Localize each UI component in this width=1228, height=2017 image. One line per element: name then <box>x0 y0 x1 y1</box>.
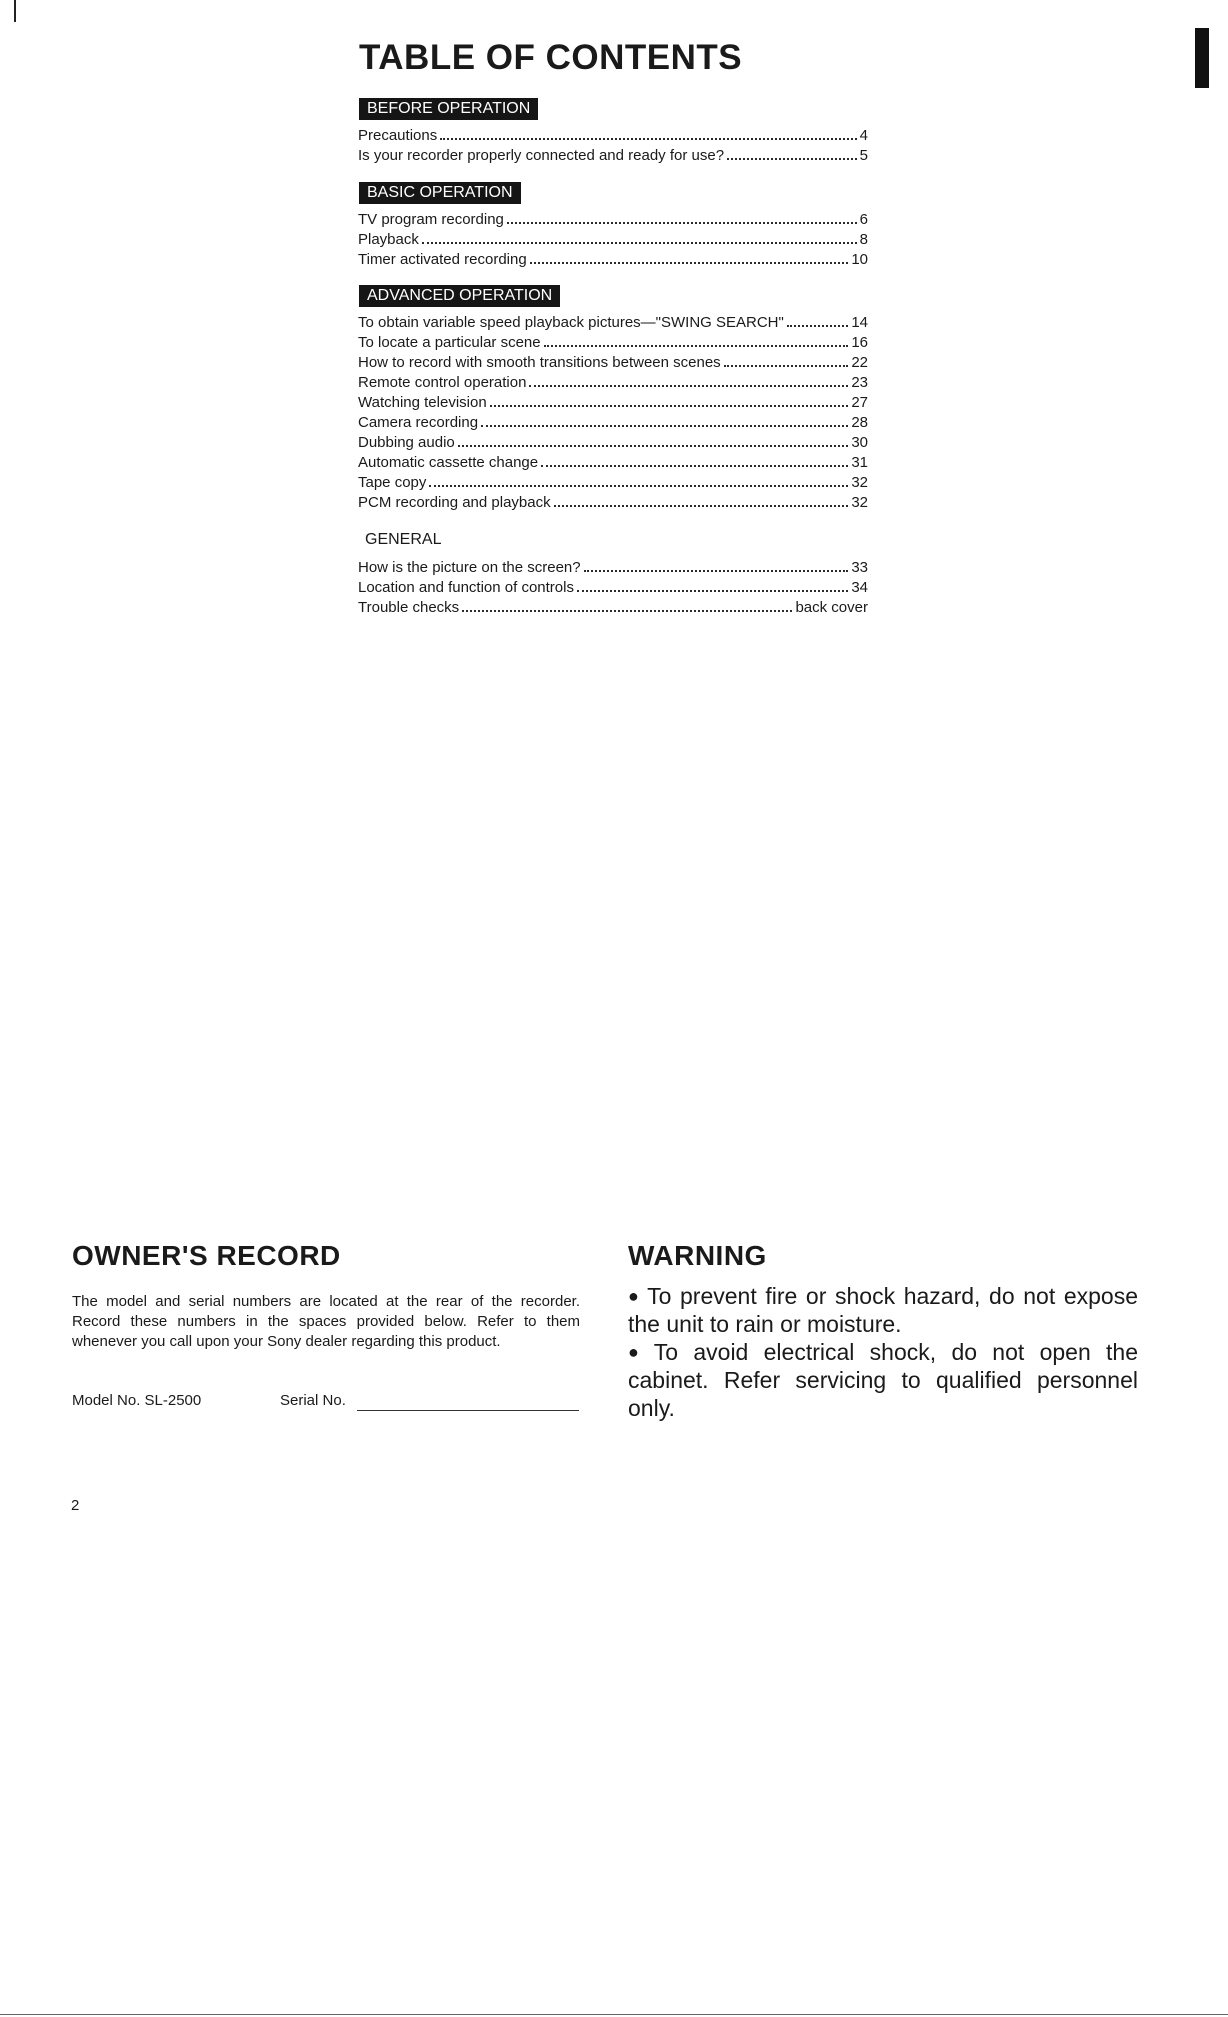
toc-entry-label: Timer activated recording <box>358 251 527 268</box>
toc-entry-label: Automatic cassette change <box>358 454 539 471</box>
toc-dot-leader <box>577 590 848 592</box>
toc-entry <box>358 144 868 164</box>
toc-dot-leader <box>429 485 848 487</box>
toc-entry-label: Trouble checks <box>358 599 460 616</box>
toc-entry-page: 34 <box>851 579 868 596</box>
toc-entry-label: Precautions <box>358 127 438 144</box>
warning-body <box>628 1282 1138 1422</box>
toc-entry-page: 23 <box>851 374 868 391</box>
toc-section-heading: BASIC OPERATION <box>359 182 521 204</box>
toc-dot-leader <box>530 262 849 264</box>
model-number-label: Model No. SL-2500 <box>72 1392 202 1409</box>
toc-entry <box>358 124 868 144</box>
bullet-icon: ● <box>628 1286 642 1306</box>
serial-number-label: Serial No. <box>280 1392 346 1409</box>
toc-dot-leader <box>544 345 849 347</box>
serial-number-blank-line <box>357 1410 579 1411</box>
toc-entry <box>358 411 868 431</box>
scan-bottom-edge <box>0 2014 1228 2015</box>
toc-entry-page: 6 <box>859 211 868 228</box>
toc-entry-page: 32 <box>851 494 868 511</box>
warning-item <box>628 1338 1138 1422</box>
warning-item <box>628 1282 1138 1338</box>
warning-item-text: To avoid electrical shock, do not open the cabinet. Refer servicing to qualified personnel only. <box>628 1339 1138 1421</box>
toc-dot-leader <box>507 222 857 224</box>
toc-entry-label: How is the picture on the screen? <box>358 559 581 576</box>
toc-entry-page: 28 <box>851 414 868 431</box>
toc-entry-page: 27 <box>851 394 868 411</box>
toc-entry-label: Watching television <box>358 394 487 411</box>
toc-entry-page: 4 <box>859 127 868 144</box>
toc-entry <box>358 471 868 491</box>
toc-entry-label: PCM recording and playback <box>358 494 551 511</box>
warning-item-text: To prevent fire or shock hazard, do not expose the unit to rain or moisture. <box>628 1283 1138 1337</box>
toc-dot-leader <box>584 570 849 572</box>
toc-entry <box>358 451 868 471</box>
toc-entry-label: Remote control operation <box>358 374 527 391</box>
toc-entry <box>358 391 868 411</box>
scan-edge-mark <box>14 0 16 22</box>
toc-dot-leader <box>724 365 849 367</box>
toc-title: TABLE OF CONTENTS <box>359 38 743 77</box>
toc-entry-label: Dubbing audio <box>358 434 455 451</box>
toc-entry <box>358 596 868 616</box>
toc-section-heading: BEFORE OPERATION <box>359 98 538 120</box>
toc-dot-leader <box>422 242 857 244</box>
toc-dot-leader <box>554 505 849 507</box>
toc-entry-page: 32 <box>851 474 868 491</box>
toc-entry-page: 16 <box>851 334 868 351</box>
toc-entry <box>358 208 868 228</box>
bullet-icon: ● <box>628 1342 648 1362</box>
toc-entry <box>358 556 868 576</box>
toc-entry-label: To obtain variable speed playback pictures—"SWING SEARCH" <box>358 314 784 331</box>
toc-entry <box>358 228 868 248</box>
toc-entry <box>358 431 868 451</box>
toc-entry-label: Location and function of controls <box>358 579 574 596</box>
toc-section-heading: GENERAL <box>365 531 442 548</box>
toc-entry <box>358 311 868 331</box>
toc-entry-page: 10 <box>851 251 868 268</box>
toc-entry-page: 8 <box>859 231 868 248</box>
toc-entry-page: 31 <box>851 454 868 471</box>
toc-entry <box>358 491 868 511</box>
toc-dot-leader <box>481 425 848 427</box>
toc-entry <box>358 331 868 351</box>
toc-entry <box>358 371 868 391</box>
toc-dot-leader <box>458 445 849 447</box>
toc-entry <box>358 576 868 596</box>
warning-title: WARNING <box>628 1240 767 1271</box>
toc-dot-leader <box>727 158 857 160</box>
owners-record-title: OWNER'S RECORD <box>72 1240 341 1271</box>
toc-entry-page: 14 <box>851 314 868 331</box>
toc-dot-leader <box>787 325 848 327</box>
toc-dot-leader <box>541 465 848 467</box>
toc-section-heading: ADVANCED OPERATION <box>359 285 560 307</box>
toc-entry-label: Is your recorder properly connected and ready for use? <box>358 147 725 164</box>
toc-entry-page: 33 <box>851 559 868 576</box>
toc-dot-leader <box>440 138 856 140</box>
toc-entry-label: Tape copy <box>358 474 427 491</box>
toc-entry-label: Playback <box>358 231 419 248</box>
toc-dot-leader <box>462 610 792 612</box>
toc-dot-leader <box>490 405 849 407</box>
toc-dot-leader <box>529 385 848 387</box>
thumb-index-mark <box>1195 28 1209 88</box>
page-number: 2 <box>71 1497 80 1514</box>
toc-entry <box>358 248 868 268</box>
toc-entry-page: 5 <box>859 147 868 164</box>
toc-entry-label: How to record with smooth transitions between scenes <box>358 354 721 371</box>
toc-entry-label: To locate a particular scene <box>358 334 541 351</box>
toc-entry-label: TV program recording <box>358 211 504 228</box>
owners-record-body: The model and serial numbers are located at the rear of the recorder. Record these numbers in the spaces provided below. Refer to them whenever you call upon your Sony dealer regarding this product. <box>72 1293 580 1350</box>
toc-entry-label: Camera recording <box>358 414 479 431</box>
toc-entry <box>358 351 868 371</box>
toc-entry-page: 22 <box>851 354 868 371</box>
toc-entry-page: back cover <box>795 599 868 616</box>
toc-entry-page: 30 <box>851 434 868 451</box>
